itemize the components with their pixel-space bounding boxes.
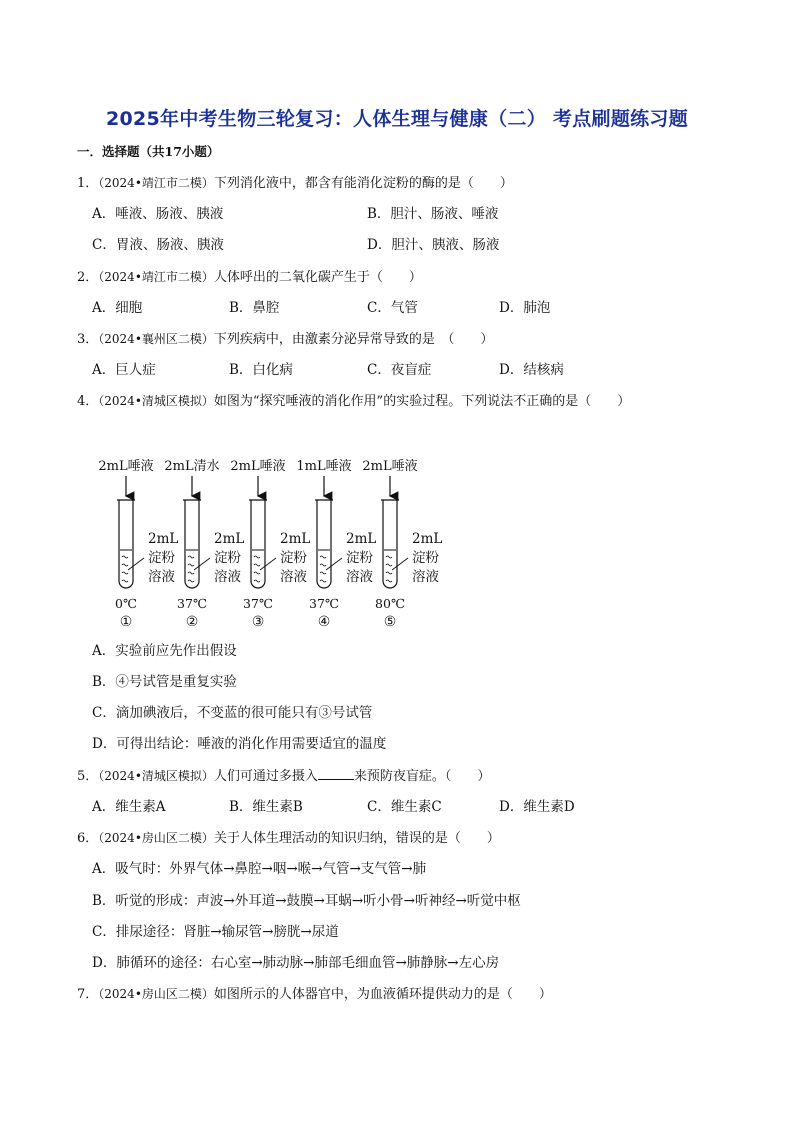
tube-outline bbox=[119, 500, 133, 588]
liquid-wave bbox=[254, 580, 260, 582]
option-c: C．排尿途径：肾脏→输尿管→膀胱→尿道 bbox=[92, 924, 339, 940]
option-a: A．细胞 bbox=[92, 300, 143, 316]
label-leader bbox=[392, 558, 408, 570]
question-number: 5． bbox=[77, 769, 99, 784]
tube-content-label: 溶液 bbox=[214, 569, 241, 585]
tube-temperature: 37℃ bbox=[309, 596, 339, 611]
question-3 bbox=[77, 330, 493, 349]
option-d: D．维生素D bbox=[499, 799, 575, 815]
option-c: C．胃液、肠液、胰液 bbox=[92, 237, 224, 253]
question-4 bbox=[77, 392, 630, 411]
tube-outline bbox=[251, 500, 265, 588]
tube-content-label: 淀粉 bbox=[148, 550, 175, 566]
tube-content-label: 淀粉 bbox=[280, 550, 307, 566]
liquid-wave bbox=[386, 580, 392, 582]
option-a: A．吸气时：外界气体→鼻腔→咽→喉→气管→支气管→肺 bbox=[92, 861, 427, 877]
question-number: 6． bbox=[77, 831, 99, 846]
liquid-wave bbox=[188, 572, 194, 574]
tube-temperature: 0℃ bbox=[115, 596, 137, 611]
option-d: D．胆汁、胰液、肠液 bbox=[367, 237, 500, 253]
tube-temperature: 37℃ bbox=[177, 596, 207, 611]
liquid-wave bbox=[386, 556, 392, 558]
option-b: B．④号试管是重复实验 bbox=[92, 674, 237, 690]
question-stem: 下列消化液中，都含有能消化淀粉的酶的是（ ） bbox=[213, 176, 513, 191]
liquid-wave bbox=[122, 580, 128, 582]
tube-content-label: 2mL bbox=[214, 531, 245, 547]
tube-outline bbox=[185, 500, 199, 588]
question-number: 4． bbox=[77, 394, 99, 409]
option-d: D．肺泡 bbox=[499, 300, 551, 316]
tube-outline bbox=[317, 500, 331, 588]
question-source: （2024•襄州区二模） bbox=[98, 332, 214, 346]
tube-content-label: 溶液 bbox=[148, 569, 175, 585]
option-d: D．结核病 bbox=[499, 362, 564, 378]
question-stem-pre: 人们可通过多摄入 bbox=[213, 769, 318, 784]
question-7 bbox=[77, 985, 552, 1004]
option-a: A．实验前应先作出假设 bbox=[92, 643, 237, 659]
liquid-wave bbox=[122, 564, 128, 566]
option-c: C．气管 bbox=[367, 300, 418, 316]
option-d: D．肺循环的途径：右心室→肺动脉→肺部毛细血管→肺静脉→左心房 bbox=[92, 955, 500, 971]
option-b: B．听觉的形成：声波→外耳道→鼓膜→耳蜗→听小骨→听神经→听觉中枢 bbox=[92, 893, 521, 909]
option-b: B．胆汁、肠液、唾液 bbox=[367, 206, 499, 222]
question-number: 1． bbox=[77, 176, 99, 191]
liquid-wave bbox=[122, 572, 128, 574]
liquid-wave bbox=[254, 572, 260, 574]
tube-temperature: 80℃ bbox=[375, 596, 405, 611]
question-stem-post: 来预防夜盲症。（ ） bbox=[353, 769, 491, 784]
answer-blank bbox=[318, 766, 354, 780]
question-5 bbox=[77, 766, 490, 786]
tube-number: ③ bbox=[251, 614, 265, 630]
question-source: （2024•清城区模拟） bbox=[98, 769, 214, 783]
liquid-wave bbox=[122, 556, 128, 558]
option-a: A．唾液、肠液、胰液 bbox=[92, 206, 224, 222]
tube-reagent-label: 2mL唾液 bbox=[230, 459, 286, 474]
test-tube-1 bbox=[98, 458, 178, 630]
label-leader bbox=[260, 558, 276, 570]
liquid-wave bbox=[386, 564, 392, 566]
option-d: D．可得出结论：唾液的消化作用需要适宜的温度 bbox=[92, 736, 387, 752]
liquid-wave bbox=[320, 556, 326, 558]
tube-content-label: 淀粉 bbox=[346, 550, 373, 566]
tube-number: ② bbox=[185, 614, 199, 630]
liquid-wave bbox=[320, 564, 326, 566]
tube-number: ④ bbox=[317, 614, 331, 630]
tube-reagent-label: 1mL唾液 bbox=[296, 459, 352, 474]
liquid-wave bbox=[386, 572, 392, 574]
question-stem: 关于人体生理活动的知识归纳，错误的是（ ） bbox=[213, 831, 500, 846]
tube-outline bbox=[383, 500, 397, 588]
tube-content-label: 淀粉 bbox=[412, 550, 439, 566]
question-number: 7． bbox=[77, 987, 99, 1002]
tube-content-label: 2mL bbox=[280, 531, 311, 547]
question-2 bbox=[77, 268, 422, 287]
tube-content-label: 溶液 bbox=[412, 569, 439, 585]
tube-content-label: 2mL bbox=[412, 531, 443, 547]
question-stem: 如图为“探究唾液的消化作用”的实验过程。下列说法不正确的是（ ） bbox=[213, 394, 631, 409]
question-number: 2． bbox=[77, 270, 99, 285]
option-b: B．鼻腔 bbox=[229, 300, 280, 316]
question-6 bbox=[77, 829, 500, 848]
tube-content-label: 淀粉 bbox=[214, 550, 241, 566]
option-c: C．夜盲症 bbox=[367, 362, 432, 378]
tube-number: ① bbox=[119, 614, 133, 630]
question-stem: 如图所示的人体器官中，为血液循环提供动力的是（ ） bbox=[213, 987, 552, 1002]
option-b: B．维生素B bbox=[229, 799, 303, 815]
liquid-wave bbox=[320, 580, 326, 582]
question-stem: 人体呼出的二氧化碳产生于（ ） bbox=[213, 270, 422, 285]
tube-reagent-label: 2mL唾液 bbox=[98, 459, 154, 474]
question-source: （2024•靖江市二模） bbox=[98, 176, 214, 190]
question-number: 3． bbox=[77, 332, 99, 347]
tube-temperature: 37℃ bbox=[243, 596, 273, 611]
option-a: A．巨人症 bbox=[92, 362, 156, 378]
liquid-wave bbox=[188, 580, 194, 582]
page-title: 2025年中考生物三轮复习：人体生理与健康（二） 考点刷题练习题 bbox=[105, 108, 689, 130]
question-source: （2024•房山区二模） bbox=[98, 987, 214, 1001]
label-leader bbox=[194, 558, 210, 570]
option-c: C．维生素C bbox=[367, 799, 442, 815]
tube-reagent-label: 2mL清水 bbox=[164, 459, 220, 474]
liquid-wave bbox=[188, 556, 194, 558]
option-a: A．维生素A bbox=[92, 799, 166, 815]
tube-reagent-label: 2mL唾液 bbox=[362, 459, 418, 474]
label-leader bbox=[326, 558, 342, 570]
question-source: （2024•清城区模拟） bbox=[98, 394, 214, 408]
question-source: （2024•房山区二模） bbox=[98, 831, 214, 845]
experiment-figure bbox=[90, 450, 450, 635]
tube-content-label: 溶液 bbox=[280, 569, 307, 585]
tube-number: ⑤ bbox=[383, 614, 397, 630]
tube-content-label: 溶液 bbox=[346, 569, 373, 585]
liquid-wave bbox=[320, 572, 326, 574]
liquid-wave bbox=[254, 556, 260, 558]
label-leader bbox=[128, 558, 144, 570]
tube-content-label: 2mL bbox=[346, 531, 377, 547]
liquid-wave bbox=[254, 564, 260, 566]
option-b: B．白化病 bbox=[229, 362, 293, 378]
option-c: C．滴加碘液后，不变蓝的很可能只有③号试管 bbox=[92, 705, 373, 721]
tube-content-label: 2mL bbox=[148, 531, 179, 547]
question-stem: 下列疾病中，由激素分泌异常导致的是 （ ） bbox=[213, 332, 494, 347]
question-source: （2024•靖江市二模） bbox=[98, 270, 214, 284]
section-heading: 一．选择题（共17小题） bbox=[77, 144, 220, 159]
liquid-wave bbox=[188, 564, 194, 566]
question-1 bbox=[77, 174, 513, 193]
